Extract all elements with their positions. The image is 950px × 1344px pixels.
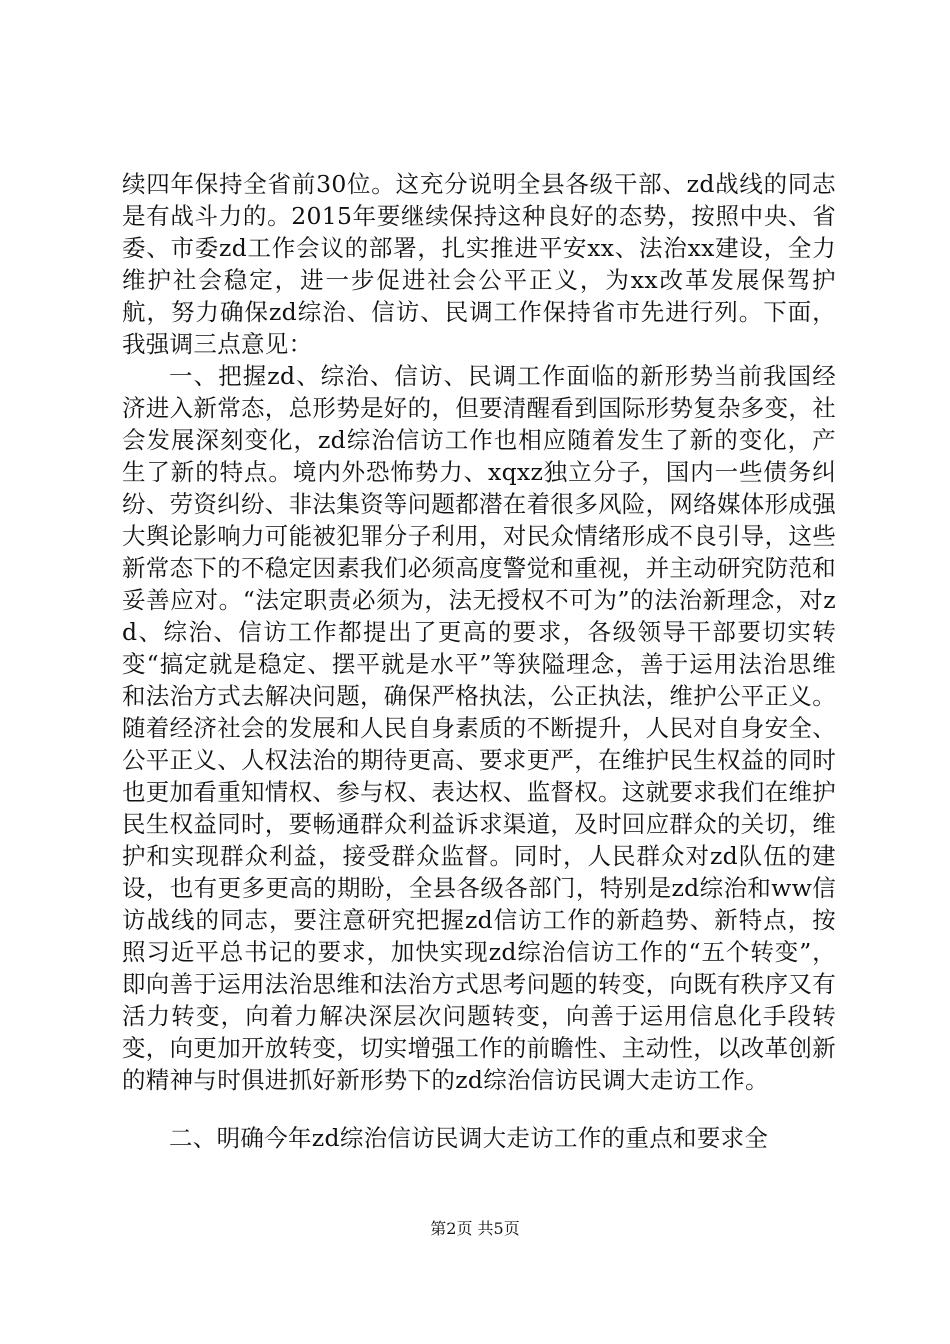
paragraph-section-two-heading: 二、明确今年zd综治信访民调大走访工作的重点和要求全 xyxy=(169,1124,769,1152)
paragraph-section-one: 一、把握zd、综治、信访、民调工作面临的新形势当前我国经济进入新常态，总形势是好的，但要清醒看到国际形势复杂多变，社会发展深刻变化，zd综治信访工作也相应随着发生了新的变化，产生了新的特点。境内外恐怖势力、xqxz独立分子，国内一些债务纠纷、劳资纠纷、非法集资等问题都潜在着很多风险，网络媒体形成强大舆论影响力可能被犯罪分子利用，对民众情绪形成不良引导，这些新常态下的不稳定因素我们必须高度警觉和重视，并主动研究防范和妥善应对。“法定职责必须为，法无授权不可为”的法治新理念，对zd、综治、信访工作都提出了更高的要求，各级领导干部要切实转变“搞定就是稳定、摆平就是水平”等狭隘理念，善于运用法治思维和法治方式去解决问题，确保严格执法，公正执法，维护公平正义。随着经济社会的发展和人民自身素质的不断提升，人民对自身安全、公平正义、人权法治的期待更高、要求更严，在维护民生权益的同时也更加看重知情权、参与权、表达权、监督权。这就要求我们在维护民生权益同时，要畅通群众利益诉求渠道，及时回应群众的关切，维护和实现群众利益，接受群众监督。同时，人民群众对zd队伍的建设，也有更多更高的期盼，全县各级各部门，特别是zd综治和ww信访战线的同志，要注意研究把握zd信访工作的新趋势、新特点，按照习近平总书记的要求，加快实现zd综治信访工作的“五个转变”，即向善于运用法治思维和法治方式思考问题的转变，向既有秩序又有活力转变，向着力解决深层次问题转变，向善于运用信息化手段转变，向更加开放转变，切实增强工作的前瞻性、主动性，以改革创新的精神与时俱进抓好新形势下的zd综治信访民调大走访工作。 xyxy=(122,362,836,1094)
page-footer: 第2页 共5页 xyxy=(430,1219,520,1238)
paragraph-gap xyxy=(122,1096,836,1122)
paragraph-continuation: 续四年保持全省前30位。这充分说明全县各级干部、zd战线的同志是有战斗力的。2015年要继续保持这种良好的态势，按照中央、省委、市委zd工作会议的部署，扎实推进平安xx、法治xx建设，全力维护社会稳定，进一步促进社会公平正义，为xx改革发展保驾护航，努力确保zd综治、信访、民调工作保持省市先进行列。下面，我强调三点意见： xyxy=(122,170,836,358)
document-body xyxy=(122,168,836,1154)
